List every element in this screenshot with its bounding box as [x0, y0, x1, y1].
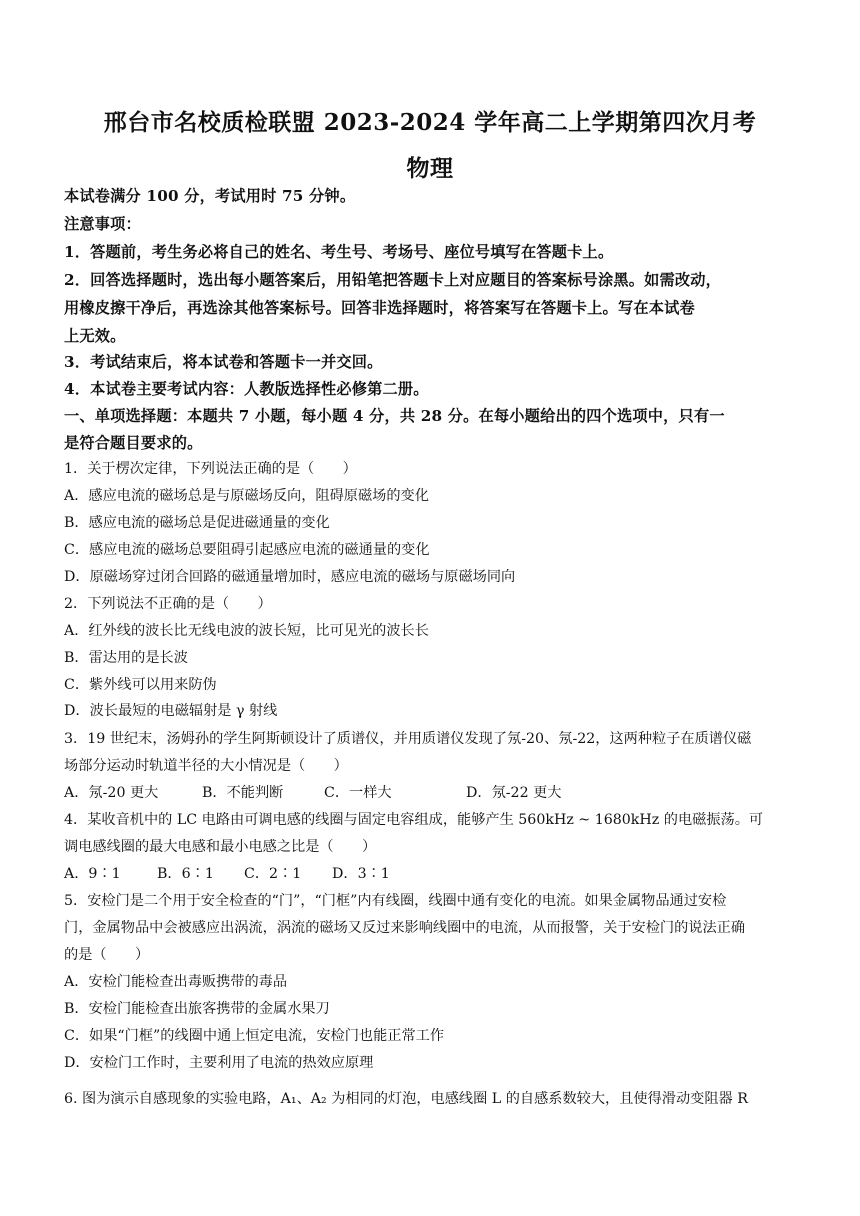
notice-item: 3．考试结束后，将本试卷和答题卡一并交回。 [64, 353, 383, 371]
question-2-option-a: A．红外线的波长比无线电波的波长短，比可见光的波长长 [64, 623, 429, 639]
question-1-stem: 1．关于楞次定律，下列说法正确的是（ ） [64, 461, 357, 477]
question-3-options [64, 783, 794, 803]
question-4-options [64, 864, 794, 884]
question-5-option-d: D．安检门工作时，主要利用了电流的热效应原理 [64, 1055, 374, 1071]
question-4-option-d: D．3∶1 [332, 866, 390, 882]
question-3-stem: 场部分运动时轨道半径的大小情况是（ ） [64, 758, 348, 774]
question-1-option-d: D．原磁场穿过闭合回路的磁通量增加时，感应电流的磁场与原磁场同向 [64, 569, 516, 585]
subject-title: 物理 [406, 155, 454, 182]
question-3-option-c: C．一样大 [324, 785, 392, 801]
question-4-stem: 调电感线圈的最大电感和最小电感之比是（ ） [64, 839, 377, 855]
notice-item: 2．回答选择题时，选出每小题答案后，用铅笔把答题卡上对应题目的答案标号涂黑。如需改动， [64, 271, 722, 289]
notice-label: 注意事项： [64, 215, 141, 233]
exam-title: 邢台市名校质检联盟 2023-2024 学年高二上学期第四次月考 [103, 109, 757, 136]
question-1-option-a: A．感应电流的磁场总是与原磁场反向，阻碍原磁场的变化 [64, 488, 429, 504]
question-5-stem: 5．安检门是二个用于安全检查的“门”，“门框”内有线圈，线圈中通有变化的电流。如果金属物品通过安检 [64, 893, 727, 909]
question-5-option-a: A．安检门能检查出毒贩携带的毒品 [64, 974, 288, 990]
question-3-option-d: D．氖-22 更大 [466, 785, 562, 801]
question-2-option-c: C．紫外线可以用来防伪 [64, 677, 217, 693]
question-6-stem: 6. 图为演示自感现象的实验电路，A₁、A₂ 为相同的灯泡，电感线圈 L 的自感系数较大，且使得滑动变阻器 R [64, 1091, 748, 1107]
question-3-option-a: A．氖-20 更大 [64, 785, 159, 801]
question-1-option-b: B．感应电流的磁场总是促进磁通量的变化 [64, 515, 330, 531]
question-2-option-b: B．雷达用的是长波 [64, 650, 188, 666]
question-5-stem: 门，金属物品中会被感应出涡流，涡流的磁场又反过来影响线圈中的电流，从而报警，关于安检门的说法正确 [64, 920, 746, 936]
question-3-option-b: B．不能判断 [202, 785, 284, 801]
question-4-option-c: C．2∶1 [244, 866, 302, 882]
question-4-option-b: B．6∶1 [157, 866, 214, 882]
question-2-stem: 2．下列说法不正确的是（ ） [64, 596, 272, 612]
question-3-stem: 3．19 世纪末，汤姆孙的学生阿斯顿设计了质谱仪，并用质谱仪发现了氖-20、氖-22，这两种粒子在质谱仪磁 [64, 731, 752, 747]
section-heading: 一、单项选择题：本题共 7 小题，每小题 4 分，共 28 分。在每小题给出的四个选项中，只有一 [64, 407, 725, 425]
question-2-option-d: D．波长最短的电磁辐射是 γ 射线 [64, 703, 278, 719]
notice-item: 1．答题前，考生务必将自己的姓名、考生号、考场号、座位号填写在答题卡上。 [64, 243, 614, 261]
question-4-stem: 4．某收音机中的 LC 电路由可调电感的线圈与固定电容组成，能够产生 560kHz ~ 1680kHz 的电磁振荡。可 [64, 812, 764, 828]
question-5-option-c: C．如果“门框”的线圈中通上恒定电流，安检门也能正常工作 [64, 1028, 445, 1044]
section-heading: 是符合题目要求的。 [64, 434, 203, 452]
score-line: 本试卷满分 100 分，考试用时 75 分钟。 [64, 187, 356, 205]
question-5-option-b: B．安检门能检查出旅客携带的金属水果刀 [64, 1001, 330, 1017]
notice-item: 4．本试卷主要考试内容：人教版选择性必修第二册。 [64, 380, 429, 398]
notice-item: 用橡皮擦干净后，再选涂其他答案标号。回答非选择题时，将答案写在答题卡上。写在本试卷 [64, 299, 695, 317]
notice-item: 上无效。 [64, 327, 126, 345]
question-5-stem: 的是（ ） [64, 947, 150, 963]
question-1-option-c: C．感应电流的磁场总要阻碍引起感应电流的磁通量的变化 [64, 542, 430, 558]
question-4-option-a: A．9∶1 [64, 866, 121, 882]
